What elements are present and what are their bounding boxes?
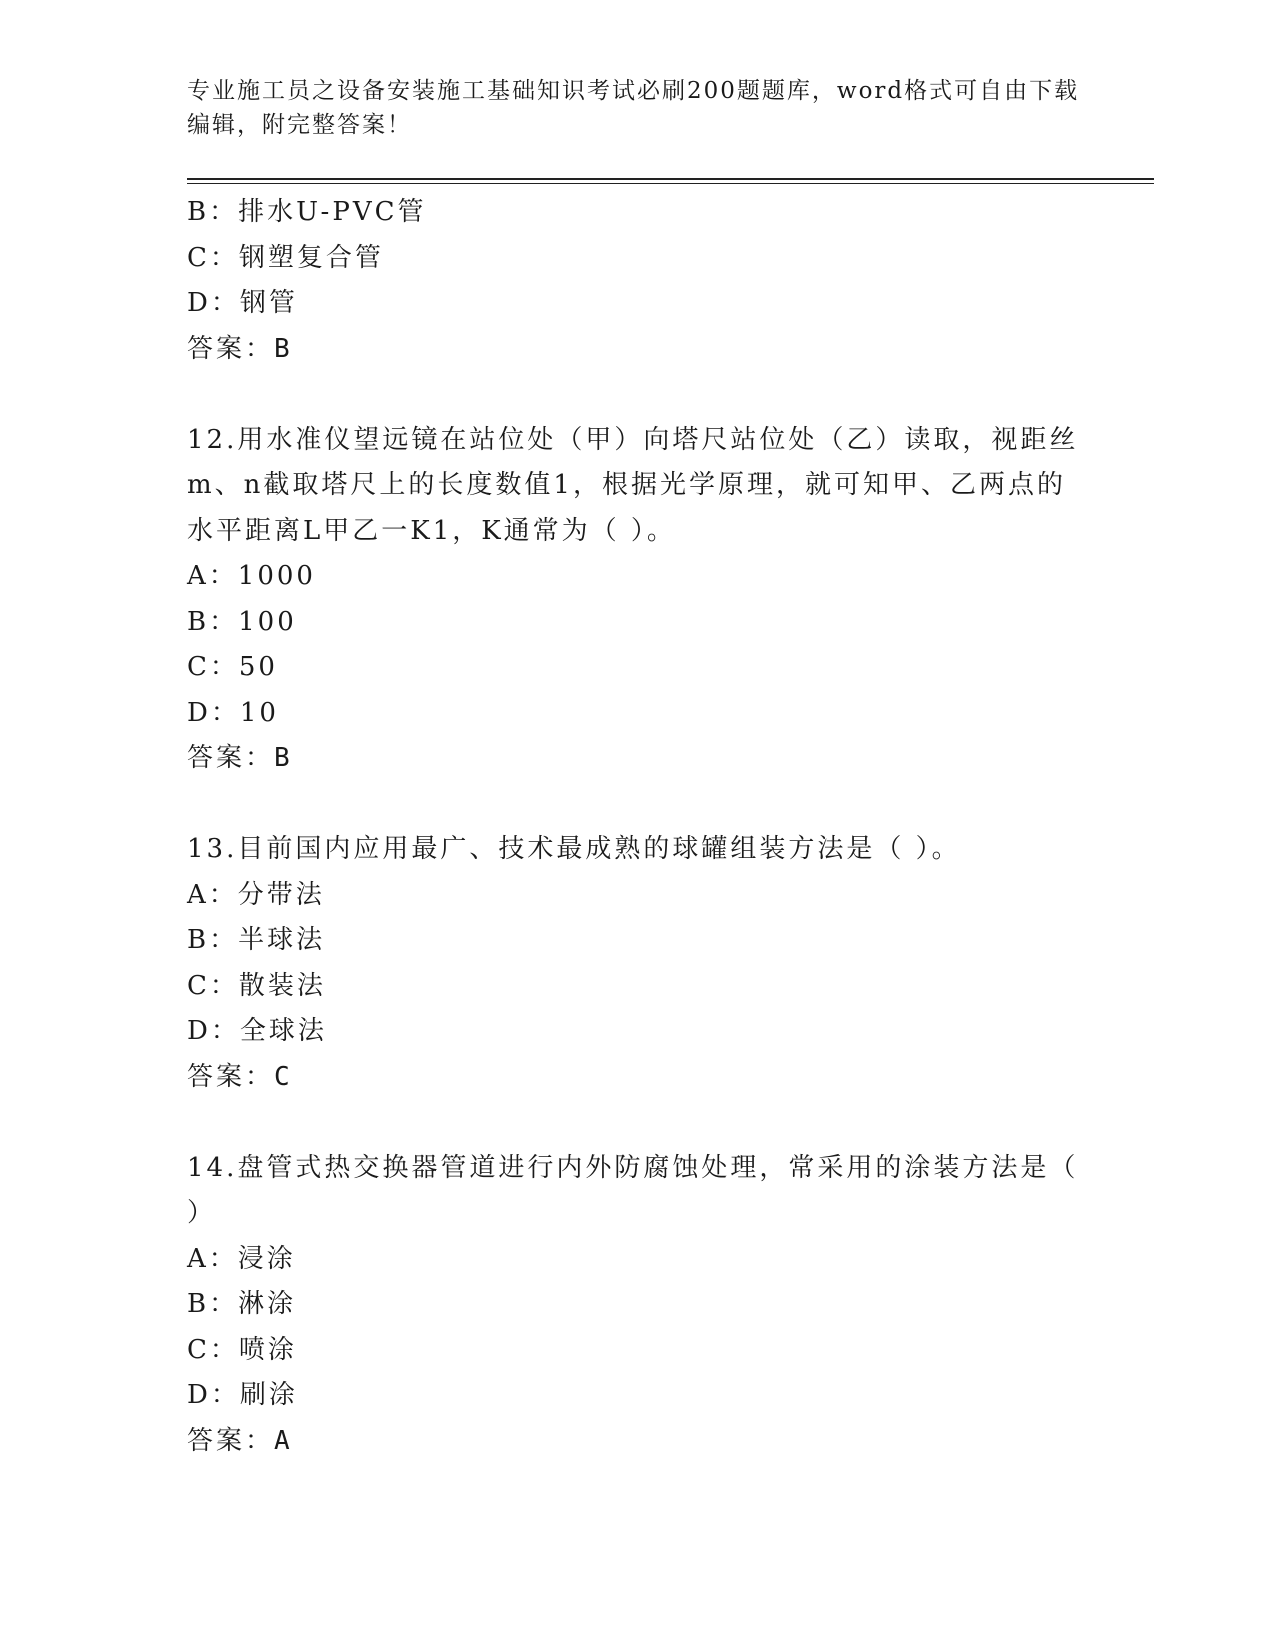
header-divider-bottom [187, 183, 1154, 184]
option-a: A：1000 [187, 561, 316, 591]
spacer [187, 372, 1087, 418]
option-d: D：钢管 [187, 288, 298, 318]
option-a: A：分带法 [187, 879, 325, 910]
spacer [187, 782, 1087, 828]
spacer [187, 1100, 1087, 1146]
option-c: C：散装法 [187, 970, 326, 1001]
answer-value: A [274, 1425, 293, 1456]
question-13 [187, 827, 1087, 1100]
answer-label: 答案： [187, 1425, 275, 1456]
question-text: ） [187, 1198, 217, 1228]
question-text: 水平距离L甲乙一K1，K通常为（ ）。 [187, 515, 676, 546]
answer-value: B [274, 743, 293, 773]
answer-value: C [274, 1061, 293, 1092]
header-line-1: 专业施工员之设备安装施工基础知识考试必刷200题题库，word格式可自由下载 [187, 78, 1080, 104]
option-c: C：喷涂 [187, 1334, 297, 1365]
continued-question [187, 190, 1087, 372]
option-b: B：100 [187, 606, 297, 637]
option-b: B：淋涂 [187, 1289, 297, 1319]
option-a: A：浸涂 [187, 1243, 296, 1274]
answer [187, 1419, 1087, 1465]
question-14 [187, 1146, 1087, 1465]
answer-label: 答案： [187, 743, 275, 773]
option-c: C：50 [187, 652, 278, 682]
header-divider-top [187, 178, 1154, 180]
option-d: D：10 [187, 697, 279, 728]
answer [187, 736, 1087, 782]
header-line-2: 编辑，附完整答案！ [187, 112, 412, 138]
option-c: C：钢塑复合管 [187, 242, 384, 273]
question-text: m、n截取塔尺上的长度数值1，根据光学原理，就可知甲、乙两点的 [187, 470, 1066, 500]
question-12 [187, 418, 1087, 782]
question-text: 14.盘管式热交换器管道进行内外防腐蚀处理，常采用的涂装方法是（ [187, 1152, 1079, 1183]
answer [187, 1055, 1087, 1101]
answer-label: 答案： [187, 1061, 275, 1092]
answer-label: 答案： [187, 333, 275, 364]
question-text: 13.目前国内应用最广、技术最成熟的球罐组装方法是（ ）。 [187, 834, 961, 864]
option-d: D：刷涂 [187, 1380, 298, 1410]
option-b: B：排水U-PVC管 [187, 197, 427, 227]
page-header [187, 74, 1087, 142]
option-d: D：全球法 [187, 1016, 327, 1046]
option-b: B：半球法 [187, 925, 326, 955]
answer [187, 327, 1087, 373]
question-text: 12.用水准仪望远镜在站位处（甲）向塔尺站位处（乙）读取，视距丝 [187, 424, 1079, 455]
answer-value: B [274, 333, 293, 364]
document-body [187, 190, 1087, 1464]
